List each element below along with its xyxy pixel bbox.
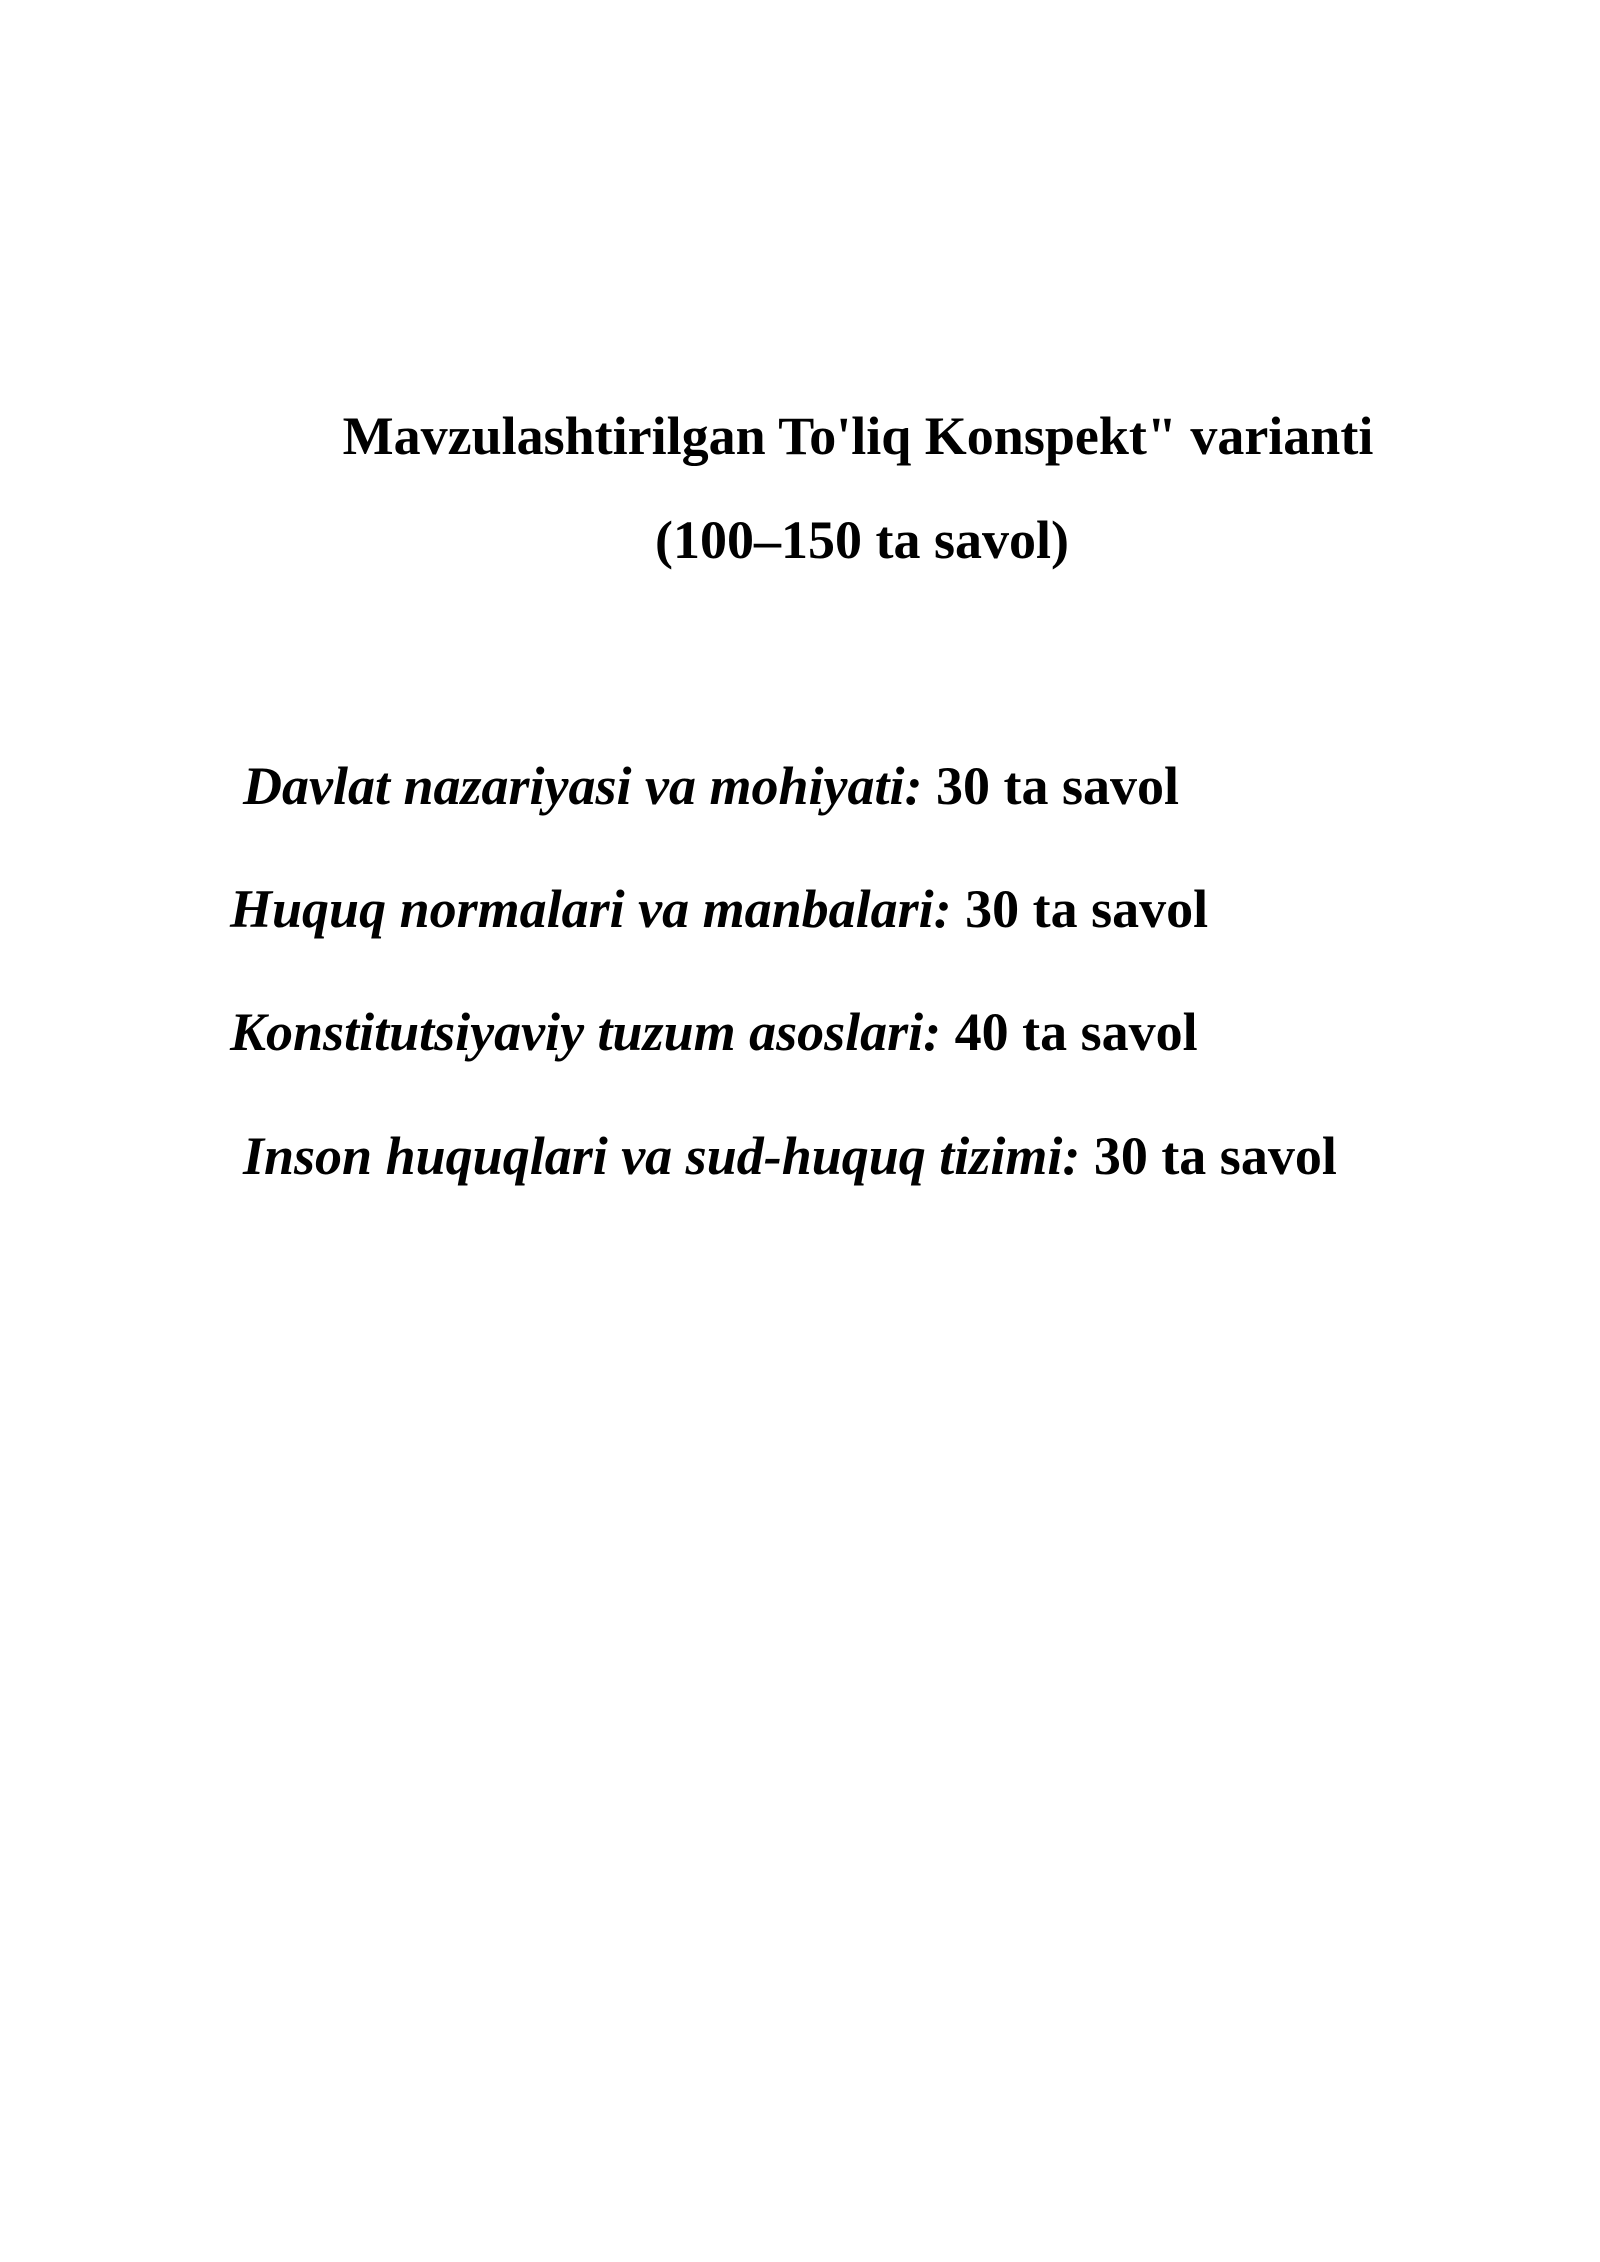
document-subtitle: (100–150 ta savol) <box>655 510 1069 570</box>
topic-item <box>243 754 1179 818</box>
topic-name: Konstitutsiyaviy tuzum asoslari: <box>230 1002 942 1062</box>
topic-count: 30 ta savol <box>935 756 1179 816</box>
topic-count: 30 ta savol <box>965 879 1209 939</box>
topic-item <box>243 1124 1337 1188</box>
topic-item <box>230 1000 1198 1064</box>
topic-count: 30 ta savol <box>1093 1126 1337 1186</box>
document-title: Mavzulashtirilgan To'liq Konspekt" varianti <box>342 406 1374 466</box>
topic-name: Huquq normalari va manbalari: <box>230 879 952 939</box>
topic-count: 40 ta savol <box>954 1002 1198 1062</box>
topic-name: Inson huquqlari va sud-huquq tizimi: <box>243 1126 1081 1186</box>
topic-item <box>230 877 1208 941</box>
topic-name: Davlat nazariyasi va mohiyati: <box>243 756 923 816</box>
